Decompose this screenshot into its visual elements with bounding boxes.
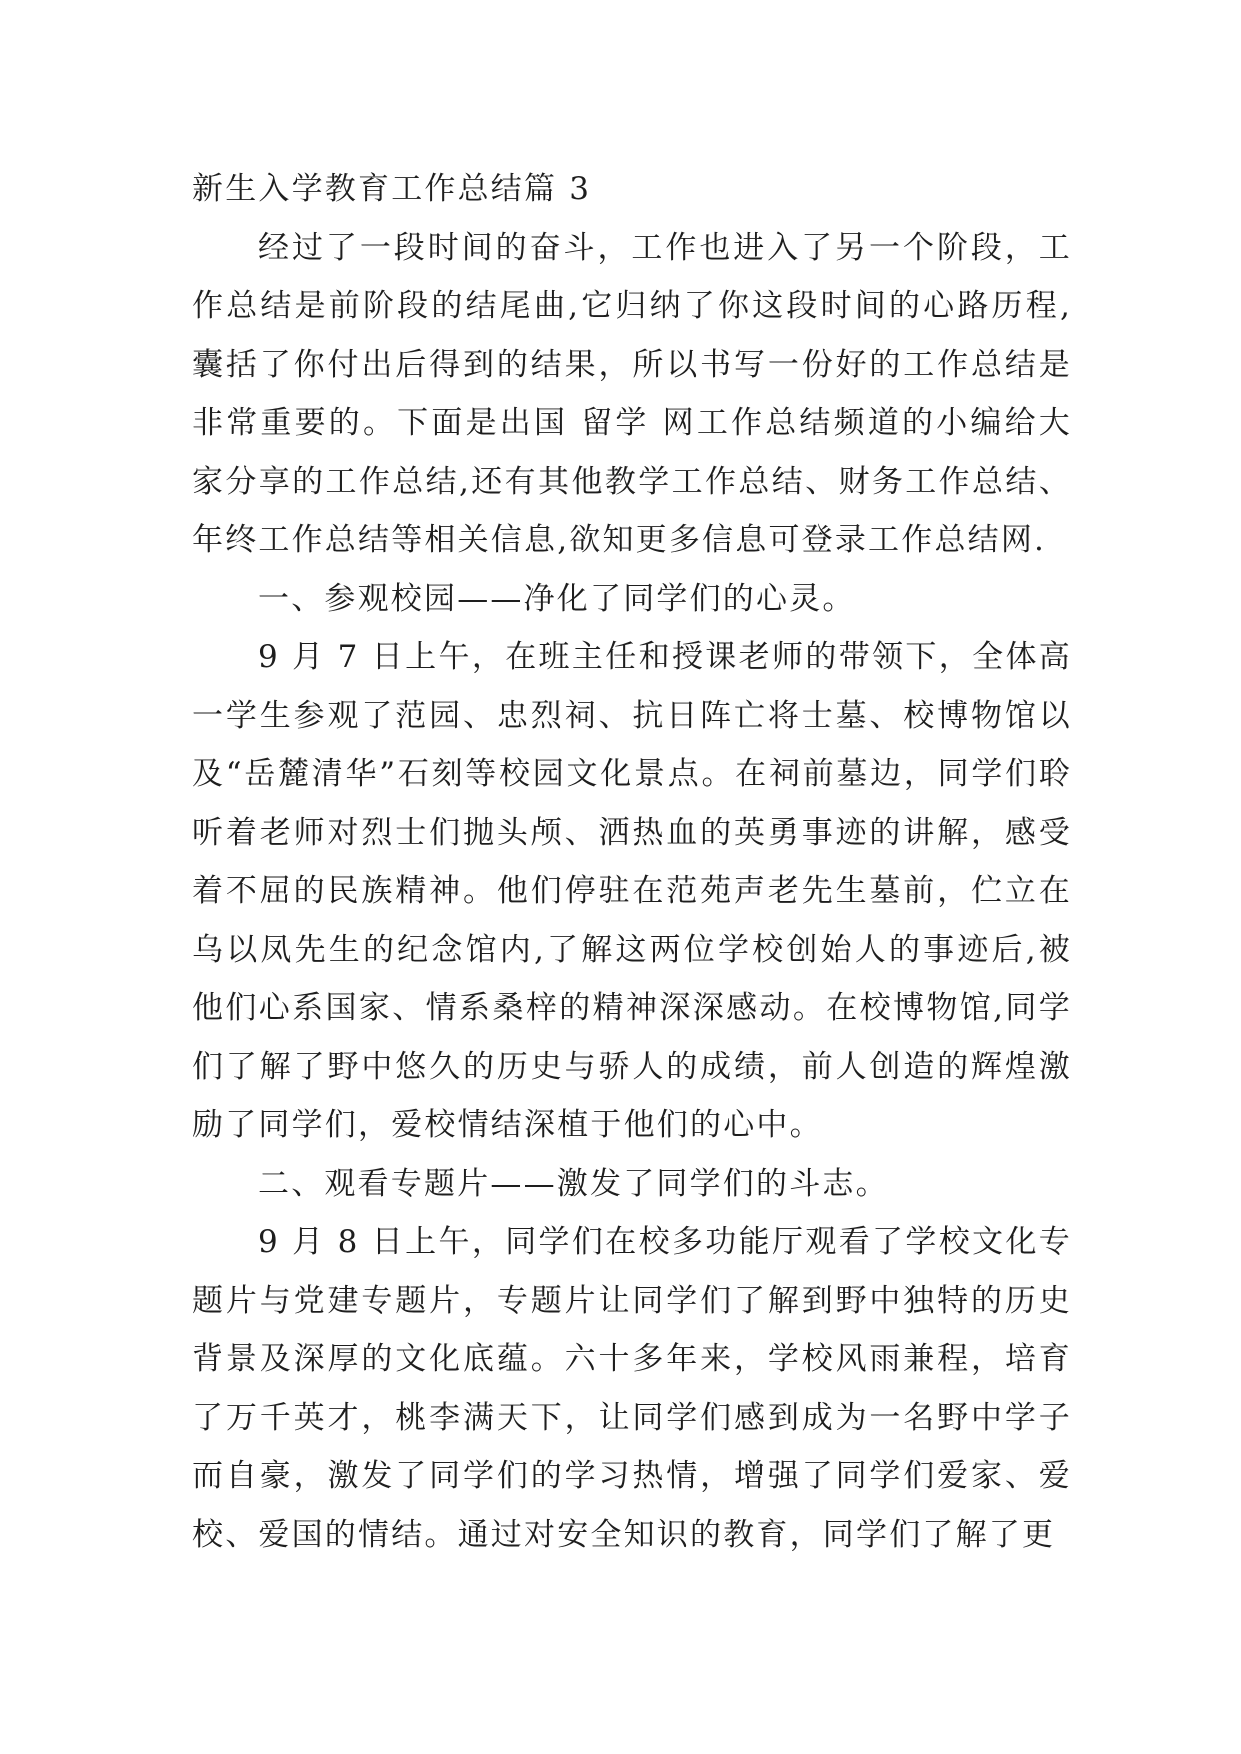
section-paragraph-1: 9 月 7 日上午，在班主任和授课老师的带领下，全体高一学生参观了范园、忠烈祠、抗日阵亡将士墓、校博物馆以及“岳麓清华”石刻等校园文化景点。在祠前墓边，同学们聆听着老师对烈士们抛头颅、洒热血的英勇事迹的讲解，感受着不屈的民族精神。他们停驻在范苑声老先生墓前，伫立在乌以凤先生的纪念馆内,了解这两位学校创始人的事迹后,被他们心系国家、情系桑梓的精神深深感动。在校博物馆,同学们了解了野中悠久的历史与骄人的成绩，前人创造的辉煌激励了同学们，爱校情结深植于他们的心中。 <box>192 639 1072 1143</box>
section-paragraph-2: 9 月 8 日上午，同学们在校多功能厅观看了学校文化专题片与党建专题片，专题片让同学们了解到野中独特的历史背景及深厚的文化底蕴。六十多年来，学校风雨兼程，培育了万千英才，桃李满天下，让同学们感到成为一名野中学子而自豪，激发了同学们的学习热情，增强了同学们爱家、爱校、爱国的情结。通过对安全知识的教育，同学们了解了更 <box>192 1224 1072 1553</box>
intro-paragraph: 经过了一段时间的奋斗，工作也进入了另一个阶段，工作总结是前阶段的结尾曲,它归纳了你这段时间的心路历程,囊括了你付出后得到的结果，所以书写一份好的工作总结是非常重要的。下面是出国 留学 网工作总结频道的小编给大家分享的工作总结,还有其他教学工作总结、财务工作总结、年终工作总结等相关信息,欲知更多信息可登录工作总结网. <box>192 229 1072 558</box>
section-heading-1: 一、参观校园——净化了同学们的心灵。 <box>258 580 856 617</box>
document-body <box>192 160 1072 1564</box>
section-heading-2: 二、观看专题片——激发了同学们的斗志。 <box>258 1165 889 1202</box>
document-title: 新生入学教育工作总结篇 3 <box>192 171 592 207</box>
